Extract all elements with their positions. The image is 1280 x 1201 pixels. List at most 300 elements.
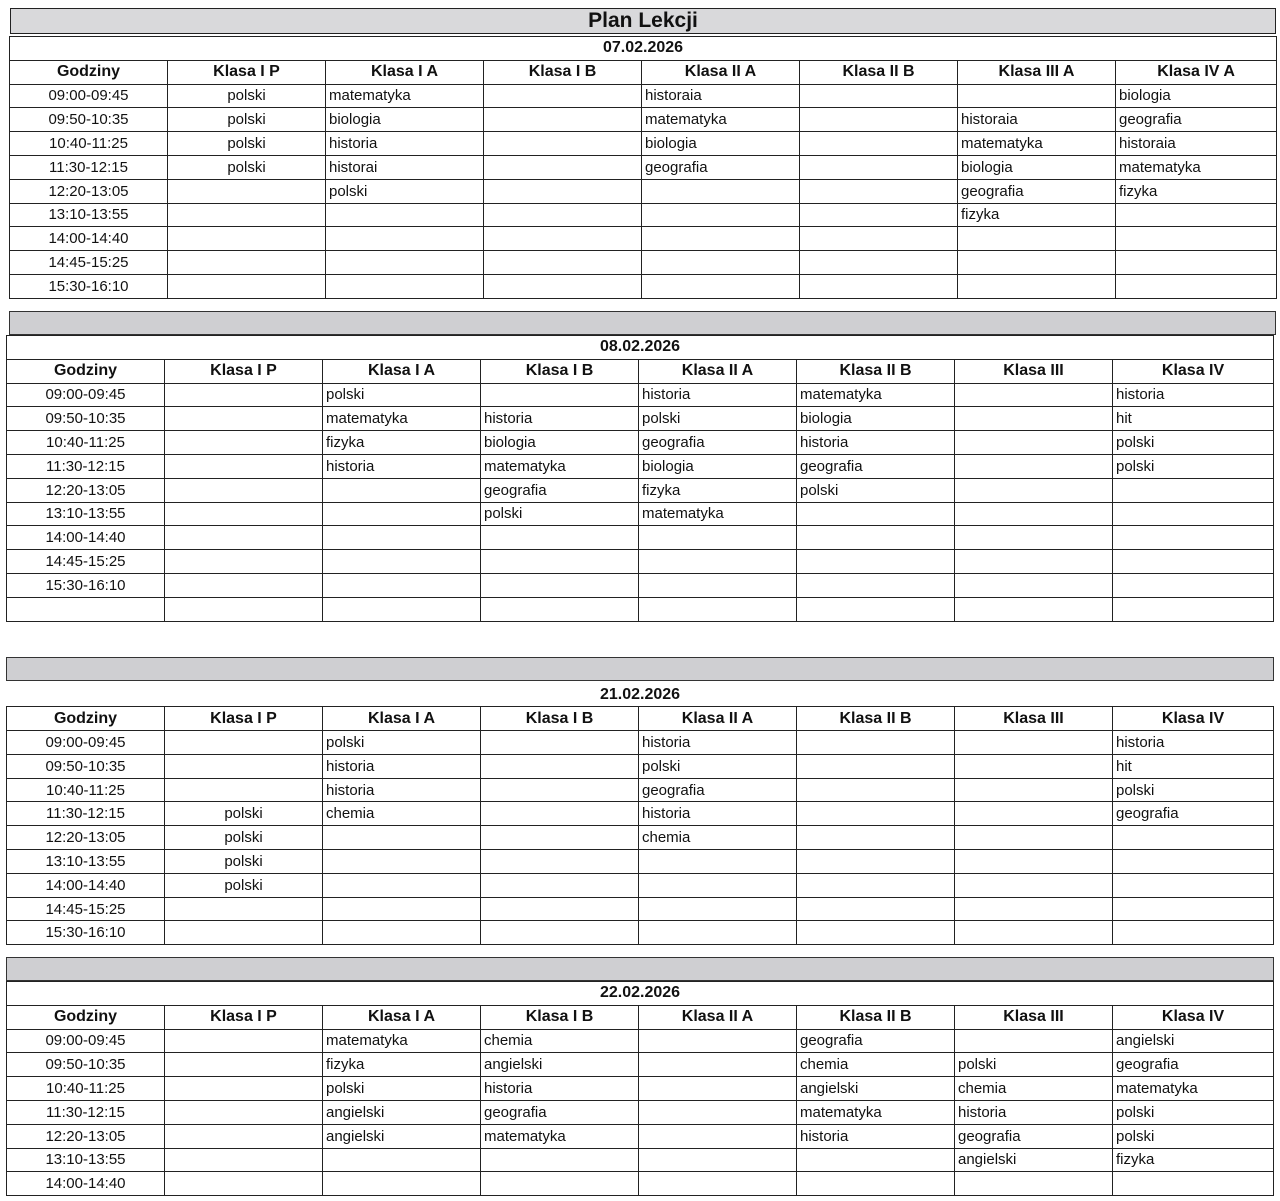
table-row bbox=[10, 155, 1277, 179]
lesson-cell bbox=[165, 1077, 323, 1101]
lesson-cell: geografia bbox=[639, 431, 797, 455]
lesson-cell: historia bbox=[323, 778, 481, 802]
lesson-cell bbox=[323, 1148, 481, 1172]
lesson-cell bbox=[955, 454, 1113, 478]
lesson-cell bbox=[800, 179, 958, 203]
lesson-cell bbox=[1113, 597, 1274, 621]
lesson-cell bbox=[481, 573, 639, 597]
lesson-cell: matematyka bbox=[323, 1029, 481, 1053]
lesson-cell: polski bbox=[955, 1053, 1113, 1077]
lesson-cell bbox=[165, 754, 323, 778]
time-slot-cell: 14:00-14:40 bbox=[7, 1172, 165, 1196]
time-slot-cell: 13:10-13:55 bbox=[7, 502, 165, 526]
column-header-class: Klasa I B bbox=[481, 359, 639, 383]
time-slot-cell: 12:20-13:05 bbox=[7, 826, 165, 850]
lesson-cell: angielski bbox=[323, 1124, 481, 1148]
lesson-cell: polski bbox=[1113, 1100, 1274, 1124]
time-slot-cell: 09:00-09:45 bbox=[7, 383, 165, 407]
lesson-cell: matematyka bbox=[958, 132, 1116, 156]
lesson-cell bbox=[323, 1172, 481, 1196]
lesson-cell bbox=[484, 274, 642, 298]
lesson-cell: polski bbox=[323, 1077, 481, 1101]
lesson-cell bbox=[1113, 550, 1274, 574]
table-row bbox=[10, 108, 1277, 132]
lesson-cell bbox=[1116, 203, 1277, 227]
lesson-cell bbox=[481, 873, 639, 897]
time-slot-cell: 09:50-10:35 bbox=[10, 108, 168, 132]
time-slot-cell: 11:30-12:15 bbox=[7, 454, 165, 478]
lesson-cell: historaia bbox=[958, 108, 1116, 132]
lesson-cell bbox=[797, 597, 955, 621]
time-slot-cell: 10:40-11:25 bbox=[7, 431, 165, 455]
time-slot-cell: 11:30-12:15 bbox=[7, 802, 165, 826]
lesson-cell: historaia bbox=[1116, 132, 1277, 156]
lesson-cell bbox=[642, 274, 800, 298]
lesson-cell bbox=[165, 1053, 323, 1077]
lesson-cell bbox=[800, 84, 958, 108]
lesson-cell bbox=[1113, 502, 1274, 526]
lesson-cell bbox=[639, 1148, 797, 1172]
lesson-cell bbox=[639, 1124, 797, 1148]
table-row bbox=[7, 1172, 1274, 1196]
lesson-cell: historia bbox=[1113, 383, 1274, 407]
lesson-cell bbox=[165, 383, 323, 407]
lesson-cell bbox=[481, 550, 639, 574]
table-row bbox=[7, 502, 1274, 526]
lesson-cell bbox=[323, 597, 481, 621]
time-slot-cell: 15:30-16:10 bbox=[7, 573, 165, 597]
lesson-cell bbox=[481, 597, 639, 621]
lesson-cell bbox=[481, 826, 639, 850]
lesson-cell: angielski bbox=[323, 1100, 481, 1124]
time-slot-cell: 14:45-15:25 bbox=[10, 251, 168, 275]
time-slot-cell: 09:00-09:45 bbox=[10, 84, 168, 108]
column-header-class: Klasa II B bbox=[797, 707, 955, 731]
lesson-cell bbox=[797, 502, 955, 526]
lesson-cell: polski bbox=[165, 802, 323, 826]
time-slot-cell: 10:40-11:25 bbox=[10, 132, 168, 156]
column-header-class: Klasa I A bbox=[326, 60, 484, 84]
lesson-cell bbox=[481, 754, 639, 778]
lesson-cell bbox=[639, 1029, 797, 1053]
column-header-class: Klasa II A bbox=[639, 707, 797, 731]
time-slot-cell: 09:00-09:45 bbox=[7, 1029, 165, 1053]
lesson-cell bbox=[481, 897, 639, 921]
lesson-cell bbox=[481, 778, 639, 802]
lesson-cell: geografia bbox=[958, 179, 1116, 203]
lesson-cell: historia bbox=[323, 754, 481, 778]
schedule-table-day-4 bbox=[6, 981, 1274, 1196]
table-row bbox=[7, 454, 1274, 478]
lesson-cell bbox=[165, 597, 323, 621]
lesson-cell bbox=[165, 1124, 323, 1148]
lesson-cell bbox=[165, 407, 323, 431]
lesson-cell: polski bbox=[1113, 1124, 1274, 1148]
lesson-cell: fizyka bbox=[958, 203, 1116, 227]
lesson-cell: chemia bbox=[955, 1077, 1113, 1101]
lesson-cell bbox=[955, 478, 1113, 502]
table-row bbox=[7, 897, 1274, 921]
lesson-cell: chemia bbox=[797, 1053, 955, 1077]
lesson-cell bbox=[955, 778, 1113, 802]
lesson-cell bbox=[1113, 526, 1274, 550]
table-row bbox=[7, 597, 1274, 621]
lesson-cell: matematyka bbox=[642, 108, 800, 132]
date-header: 22.02.2026 bbox=[7, 982, 1274, 1006]
lesson-cell bbox=[165, 573, 323, 597]
column-header-class: Klasa II A bbox=[639, 1005, 797, 1029]
column-header-class: Klasa IV A bbox=[1116, 60, 1277, 84]
lesson-cell bbox=[955, 850, 1113, 874]
table-row bbox=[7, 431, 1274, 455]
time-slot-cell: 12:20-13:05 bbox=[10, 179, 168, 203]
lesson-cell: fizyka bbox=[1116, 179, 1277, 203]
table-row bbox=[10, 84, 1277, 108]
lesson-cell bbox=[323, 873, 481, 897]
lesson-cell bbox=[1113, 850, 1274, 874]
lesson-cell bbox=[800, 251, 958, 275]
column-header-class: Klasa II B bbox=[797, 1005, 955, 1029]
lesson-cell: geografia bbox=[955, 1124, 1113, 1148]
column-header-class: Klasa II B bbox=[797, 359, 955, 383]
lesson-cell: polski bbox=[168, 108, 326, 132]
lesson-cell bbox=[639, 897, 797, 921]
column-header-class: Klasa II B bbox=[800, 60, 958, 84]
lesson-cell bbox=[165, 1100, 323, 1124]
lesson-cell bbox=[481, 526, 639, 550]
lesson-cell bbox=[1113, 897, 1274, 921]
lesson-cell bbox=[955, 431, 1113, 455]
table-row bbox=[7, 731, 1274, 755]
lesson-cell bbox=[323, 850, 481, 874]
lesson-cell bbox=[484, 84, 642, 108]
lesson-cell: polski bbox=[797, 478, 955, 502]
lesson-cell: geografia bbox=[797, 454, 955, 478]
table-row bbox=[7, 778, 1274, 802]
lesson-cell bbox=[326, 203, 484, 227]
lesson-cell bbox=[323, 550, 481, 574]
page-title: Plan Lekcji bbox=[10, 8, 1276, 34]
lesson-cell: historia bbox=[639, 802, 797, 826]
lesson-cell bbox=[323, 921, 481, 945]
lesson-cell bbox=[165, 478, 323, 502]
time-slot-cell: 14:00-14:40 bbox=[7, 873, 165, 897]
lesson-cell bbox=[481, 731, 639, 755]
lesson-cell: biologia bbox=[639, 454, 797, 478]
lesson-cell: historia bbox=[326, 132, 484, 156]
time-slot-cell: 10:40-11:25 bbox=[7, 1077, 165, 1101]
lesson-cell bbox=[481, 802, 639, 826]
lesson-cell bbox=[165, 502, 323, 526]
column-header-hours: Godziny bbox=[10, 60, 168, 84]
lesson-cell bbox=[639, 873, 797, 897]
lesson-cell: fizyka bbox=[323, 431, 481, 455]
column-header-class: Klasa I P bbox=[165, 707, 323, 731]
lesson-cell bbox=[484, 203, 642, 227]
lesson-cell: polski bbox=[323, 731, 481, 755]
time-slot-cell: 15:30-16:10 bbox=[10, 274, 168, 298]
column-header-class: Klasa II A bbox=[639, 359, 797, 383]
lesson-cell bbox=[800, 108, 958, 132]
lesson-cell: biologia bbox=[1116, 84, 1277, 108]
separator-band bbox=[6, 657, 1274, 681]
lesson-cell: fizyka bbox=[1113, 1148, 1274, 1172]
column-header-class: Klasa I P bbox=[165, 359, 323, 383]
table-row bbox=[7, 1029, 1274, 1053]
table-row bbox=[7, 407, 1274, 431]
lesson-cell bbox=[800, 155, 958, 179]
column-header-class: Klasa II A bbox=[642, 60, 800, 84]
lesson-cell: historia bbox=[639, 383, 797, 407]
column-header-class: Klasa IV bbox=[1113, 707, 1274, 731]
lesson-cell: chemia bbox=[481, 1029, 639, 1053]
column-header-class: Klasa I A bbox=[323, 359, 481, 383]
column-header-class: Klasa I B bbox=[481, 707, 639, 731]
lesson-cell: historia bbox=[481, 1077, 639, 1101]
lesson-cell bbox=[639, 1172, 797, 1196]
lesson-cell bbox=[165, 1172, 323, 1196]
column-header-class: Klasa III A bbox=[958, 60, 1116, 84]
column-header-hours: Godziny bbox=[7, 1005, 165, 1029]
lesson-cell bbox=[481, 850, 639, 874]
lesson-cell bbox=[323, 526, 481, 550]
lesson-cell: polski bbox=[168, 155, 326, 179]
lesson-cell: historia bbox=[955, 1100, 1113, 1124]
date-header: 21.02.2026 bbox=[600, 685, 681, 703]
time-slot-cell: 15:30-16:10 bbox=[7, 921, 165, 945]
lesson-cell: geografia bbox=[797, 1029, 955, 1053]
lesson-cell bbox=[797, 731, 955, 755]
time-slot-cell: 12:20-13:05 bbox=[7, 478, 165, 502]
lesson-cell bbox=[1116, 251, 1277, 275]
lesson-cell: geografia bbox=[481, 478, 639, 502]
lesson-cell bbox=[958, 227, 1116, 251]
lesson-cell bbox=[797, 1172, 955, 1196]
lesson-cell bbox=[168, 203, 326, 227]
time-slot-cell: 09:50-10:35 bbox=[7, 407, 165, 431]
column-header-class: Klasa III bbox=[955, 359, 1113, 383]
lesson-cell bbox=[639, 573, 797, 597]
column-header-class: Klasa I P bbox=[165, 1005, 323, 1029]
lesson-cell bbox=[1113, 826, 1274, 850]
lesson-cell bbox=[639, 850, 797, 874]
column-header-class: Klasa IV bbox=[1113, 1005, 1274, 1029]
lesson-cell bbox=[165, 1148, 323, 1172]
lesson-cell bbox=[797, 921, 955, 945]
lesson-cell bbox=[484, 179, 642, 203]
time-slot-cell: 09:00-09:45 bbox=[7, 731, 165, 755]
column-header-class: Klasa I P bbox=[168, 60, 326, 84]
lesson-cell bbox=[958, 251, 1116, 275]
lesson-cell bbox=[323, 897, 481, 921]
column-header-class: Klasa I A bbox=[323, 707, 481, 731]
lesson-cell: geografia bbox=[642, 155, 800, 179]
lesson-cell bbox=[165, 731, 323, 755]
separator-band bbox=[9, 311, 1276, 335]
lesson-cell bbox=[955, 921, 1113, 945]
lesson-cell: matematyka bbox=[323, 407, 481, 431]
column-header-class: Klasa I B bbox=[484, 60, 642, 84]
lesson-cell: biologia bbox=[481, 431, 639, 455]
time-slot-cell: 14:00-14:40 bbox=[7, 526, 165, 550]
table-row bbox=[7, 1053, 1274, 1077]
table-row bbox=[10, 179, 1277, 203]
lesson-cell bbox=[326, 251, 484, 275]
separator-band bbox=[6, 957, 1274, 981]
lesson-cell: matematyka bbox=[1113, 1077, 1274, 1101]
date-header: 08.02.2026 bbox=[7, 336, 1274, 360]
time-slot-cell: 14:45-15:25 bbox=[7, 897, 165, 921]
lesson-cell bbox=[955, 502, 1113, 526]
lesson-cell: polski bbox=[168, 132, 326, 156]
lesson-cell bbox=[639, 597, 797, 621]
lesson-cell bbox=[955, 873, 1113, 897]
lesson-cell bbox=[955, 826, 1113, 850]
lesson-cell bbox=[481, 383, 639, 407]
lesson-cell bbox=[165, 921, 323, 945]
lesson-cell: polski bbox=[639, 754, 797, 778]
lesson-cell bbox=[1116, 274, 1277, 298]
lesson-cell bbox=[1113, 1172, 1274, 1196]
lesson-cell: polski bbox=[326, 179, 484, 203]
time-slot-cell: 09:50-10:35 bbox=[7, 1053, 165, 1077]
schedule-table-day-3 bbox=[6, 683, 1274, 945]
lesson-cell bbox=[642, 251, 800, 275]
lesson-cell bbox=[639, 526, 797, 550]
lesson-cell bbox=[800, 132, 958, 156]
time-slot-cell: 09:50-10:35 bbox=[7, 754, 165, 778]
table-row bbox=[7, 802, 1274, 826]
lesson-cell: historia bbox=[323, 454, 481, 478]
lesson-cell bbox=[165, 550, 323, 574]
lesson-cell bbox=[481, 1148, 639, 1172]
lesson-cell: biologia bbox=[642, 132, 800, 156]
lesson-cell bbox=[955, 407, 1113, 431]
lesson-cell: historai bbox=[326, 155, 484, 179]
schedule-table-day-1 bbox=[9, 36, 1277, 299]
lesson-cell bbox=[165, 431, 323, 455]
lesson-cell bbox=[481, 921, 639, 945]
lesson-cell: chemia bbox=[323, 802, 481, 826]
column-header-class: Klasa III bbox=[955, 707, 1113, 731]
lesson-cell bbox=[800, 227, 958, 251]
lesson-cell bbox=[484, 132, 642, 156]
lesson-cell: matematyka bbox=[1116, 155, 1277, 179]
lesson-cell: polski bbox=[639, 407, 797, 431]
table-row bbox=[7, 383, 1274, 407]
lesson-cell bbox=[800, 203, 958, 227]
lesson-cell bbox=[323, 478, 481, 502]
table-row bbox=[7, 550, 1274, 574]
lesson-cell: chemia bbox=[639, 826, 797, 850]
column-header-class: Klasa I A bbox=[323, 1005, 481, 1029]
lesson-cell bbox=[958, 274, 1116, 298]
lesson-cell bbox=[165, 778, 323, 802]
lesson-cell bbox=[168, 227, 326, 251]
lesson-cell bbox=[955, 731, 1113, 755]
lesson-cell: historia bbox=[797, 431, 955, 455]
lesson-cell: historia bbox=[797, 1124, 955, 1148]
table-row bbox=[10, 227, 1277, 251]
column-header-class: Klasa III bbox=[955, 1005, 1113, 1029]
lesson-cell bbox=[642, 227, 800, 251]
time-slot-cell: 14:45-15:25 bbox=[7, 550, 165, 574]
lesson-cell: hit bbox=[1113, 407, 1274, 431]
lesson-cell: polski bbox=[168, 84, 326, 108]
lesson-cell: historaia bbox=[642, 84, 800, 108]
lesson-cell bbox=[958, 84, 1116, 108]
lesson-cell bbox=[797, 802, 955, 826]
lesson-cell: biologia bbox=[958, 155, 1116, 179]
schedule-table-day-2 bbox=[6, 335, 1274, 622]
lesson-cell bbox=[797, 754, 955, 778]
table-row bbox=[7, 1077, 1274, 1101]
lesson-cell: geografia bbox=[1113, 802, 1274, 826]
lesson-cell bbox=[955, 383, 1113, 407]
lesson-cell bbox=[165, 897, 323, 921]
lesson-cell bbox=[323, 826, 481, 850]
lesson-cell bbox=[481, 1172, 639, 1196]
lesson-cell bbox=[955, 573, 1113, 597]
lesson-cell bbox=[797, 873, 955, 897]
lesson-cell: polski bbox=[165, 873, 323, 897]
lesson-cell: matematyka bbox=[797, 383, 955, 407]
column-header-hours: Godziny bbox=[7, 359, 165, 383]
lesson-cell bbox=[955, 526, 1113, 550]
lesson-cell: geografia bbox=[1113, 1053, 1274, 1077]
lesson-cell bbox=[1116, 227, 1277, 251]
table-row bbox=[7, 826, 1274, 850]
lesson-cell bbox=[955, 1029, 1113, 1053]
time-slot-cell: 14:00-14:40 bbox=[10, 227, 168, 251]
lesson-cell: geografia bbox=[639, 778, 797, 802]
lesson-cell: polski bbox=[1113, 454, 1274, 478]
lesson-cell bbox=[484, 108, 642, 132]
table-row bbox=[7, 850, 1274, 874]
lesson-cell: angielski bbox=[955, 1148, 1113, 1172]
time-slot-cell: 11:30-12:15 bbox=[10, 155, 168, 179]
lesson-cell bbox=[165, 454, 323, 478]
time-slot-cell: 13:10-13:55 bbox=[7, 1148, 165, 1172]
lesson-cell bbox=[484, 227, 642, 251]
lesson-cell bbox=[165, 1029, 323, 1053]
lesson-cell bbox=[797, 897, 955, 921]
lesson-cell bbox=[639, 1100, 797, 1124]
lesson-cell bbox=[800, 274, 958, 298]
time-slot-cell: 11:30-12:15 bbox=[7, 1100, 165, 1124]
lesson-cell: matematyka bbox=[639, 502, 797, 526]
table-row bbox=[7, 478, 1274, 502]
lesson-cell: historia bbox=[481, 407, 639, 431]
table-row bbox=[7, 573, 1274, 597]
lesson-cell: matematyka bbox=[797, 1100, 955, 1124]
lesson-cell: fizyka bbox=[639, 478, 797, 502]
table-row bbox=[10, 132, 1277, 156]
lesson-cell: hit bbox=[1113, 754, 1274, 778]
lesson-cell: matematyka bbox=[481, 1124, 639, 1148]
lesson-cell bbox=[1113, 478, 1274, 502]
lesson-cell bbox=[797, 573, 955, 597]
lesson-cell bbox=[168, 251, 326, 275]
lesson-cell: polski bbox=[1113, 778, 1274, 802]
table-row bbox=[7, 1100, 1274, 1124]
column-header-class: Klasa I B bbox=[481, 1005, 639, 1029]
lesson-cell: polski bbox=[1113, 431, 1274, 455]
lesson-cell: geografia bbox=[1116, 108, 1277, 132]
lesson-cell bbox=[955, 550, 1113, 574]
lesson-cell bbox=[168, 274, 326, 298]
lesson-cell: polski bbox=[323, 383, 481, 407]
